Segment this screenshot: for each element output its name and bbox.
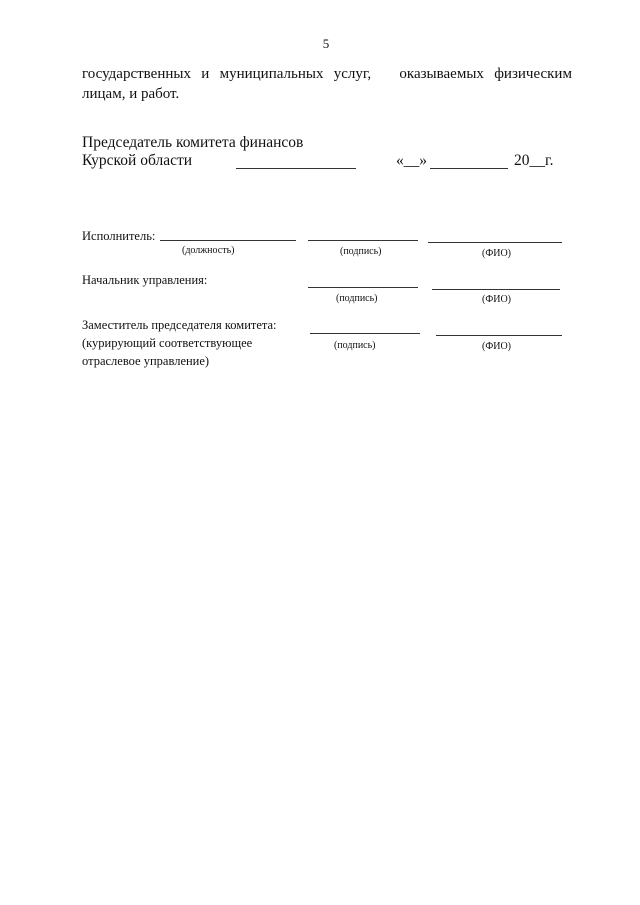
intro-line-2: лицам, и работ. <box>82 86 180 102</box>
intro-word: и <box>201 66 210 82</box>
executor-name-line <box>428 242 562 243</box>
chairman-signature-line <box>236 168 356 169</box>
chairman-title-line-1: Председатель комитета финансов <box>82 134 304 151</box>
chairman-title-line-2: Курской области <box>82 152 193 169</box>
intro-line-1 <box>82 64 572 84</box>
head-signature-line <box>308 287 418 288</box>
intro-word: физическим <box>494 66 572 82</box>
deputy-label-line-2: (курирующий соответствующее <box>82 336 253 350</box>
executor-position-line <box>160 240 296 241</box>
deputy-label-line-1: Заместитель председателя комитета: <box>82 318 277 332</box>
deputy-signature-line <box>310 333 420 334</box>
intro-word: государственных <box>82 66 191 82</box>
head-name-caption: (ФИО) <box>482 294 512 305</box>
deputy-name-caption: (ФИО) <box>482 341 512 352</box>
executor-label: Исполнитель: <box>82 229 156 243</box>
executor-position-caption: (должность) <box>182 245 235 256</box>
date-month-line <box>430 168 508 169</box>
executor-signature-line <box>308 240 418 241</box>
intro-word: муниципальных <box>219 66 324 82</box>
date-year: 20__г. <box>514 152 554 169</box>
executor-signature-caption: (подпись) <box>340 246 382 257</box>
intro-word: оказываемых <box>399 66 484 82</box>
head-name-line <box>432 289 560 290</box>
head-label: Начальник управления: <box>82 273 208 287</box>
deputy-signature-caption: (подпись) <box>334 340 376 351</box>
head-signature-caption: (подпись) <box>336 293 378 304</box>
deputy-name-line <box>436 335 562 336</box>
date-day: «__» <box>396 152 427 169</box>
page-number: 5 <box>322 36 330 51</box>
intro-word: услуг, <box>333 66 372 82</box>
deputy-label-line-3: отраслевое управление) <box>82 354 210 368</box>
executor-name-caption: (ФИО) <box>482 248 512 259</box>
